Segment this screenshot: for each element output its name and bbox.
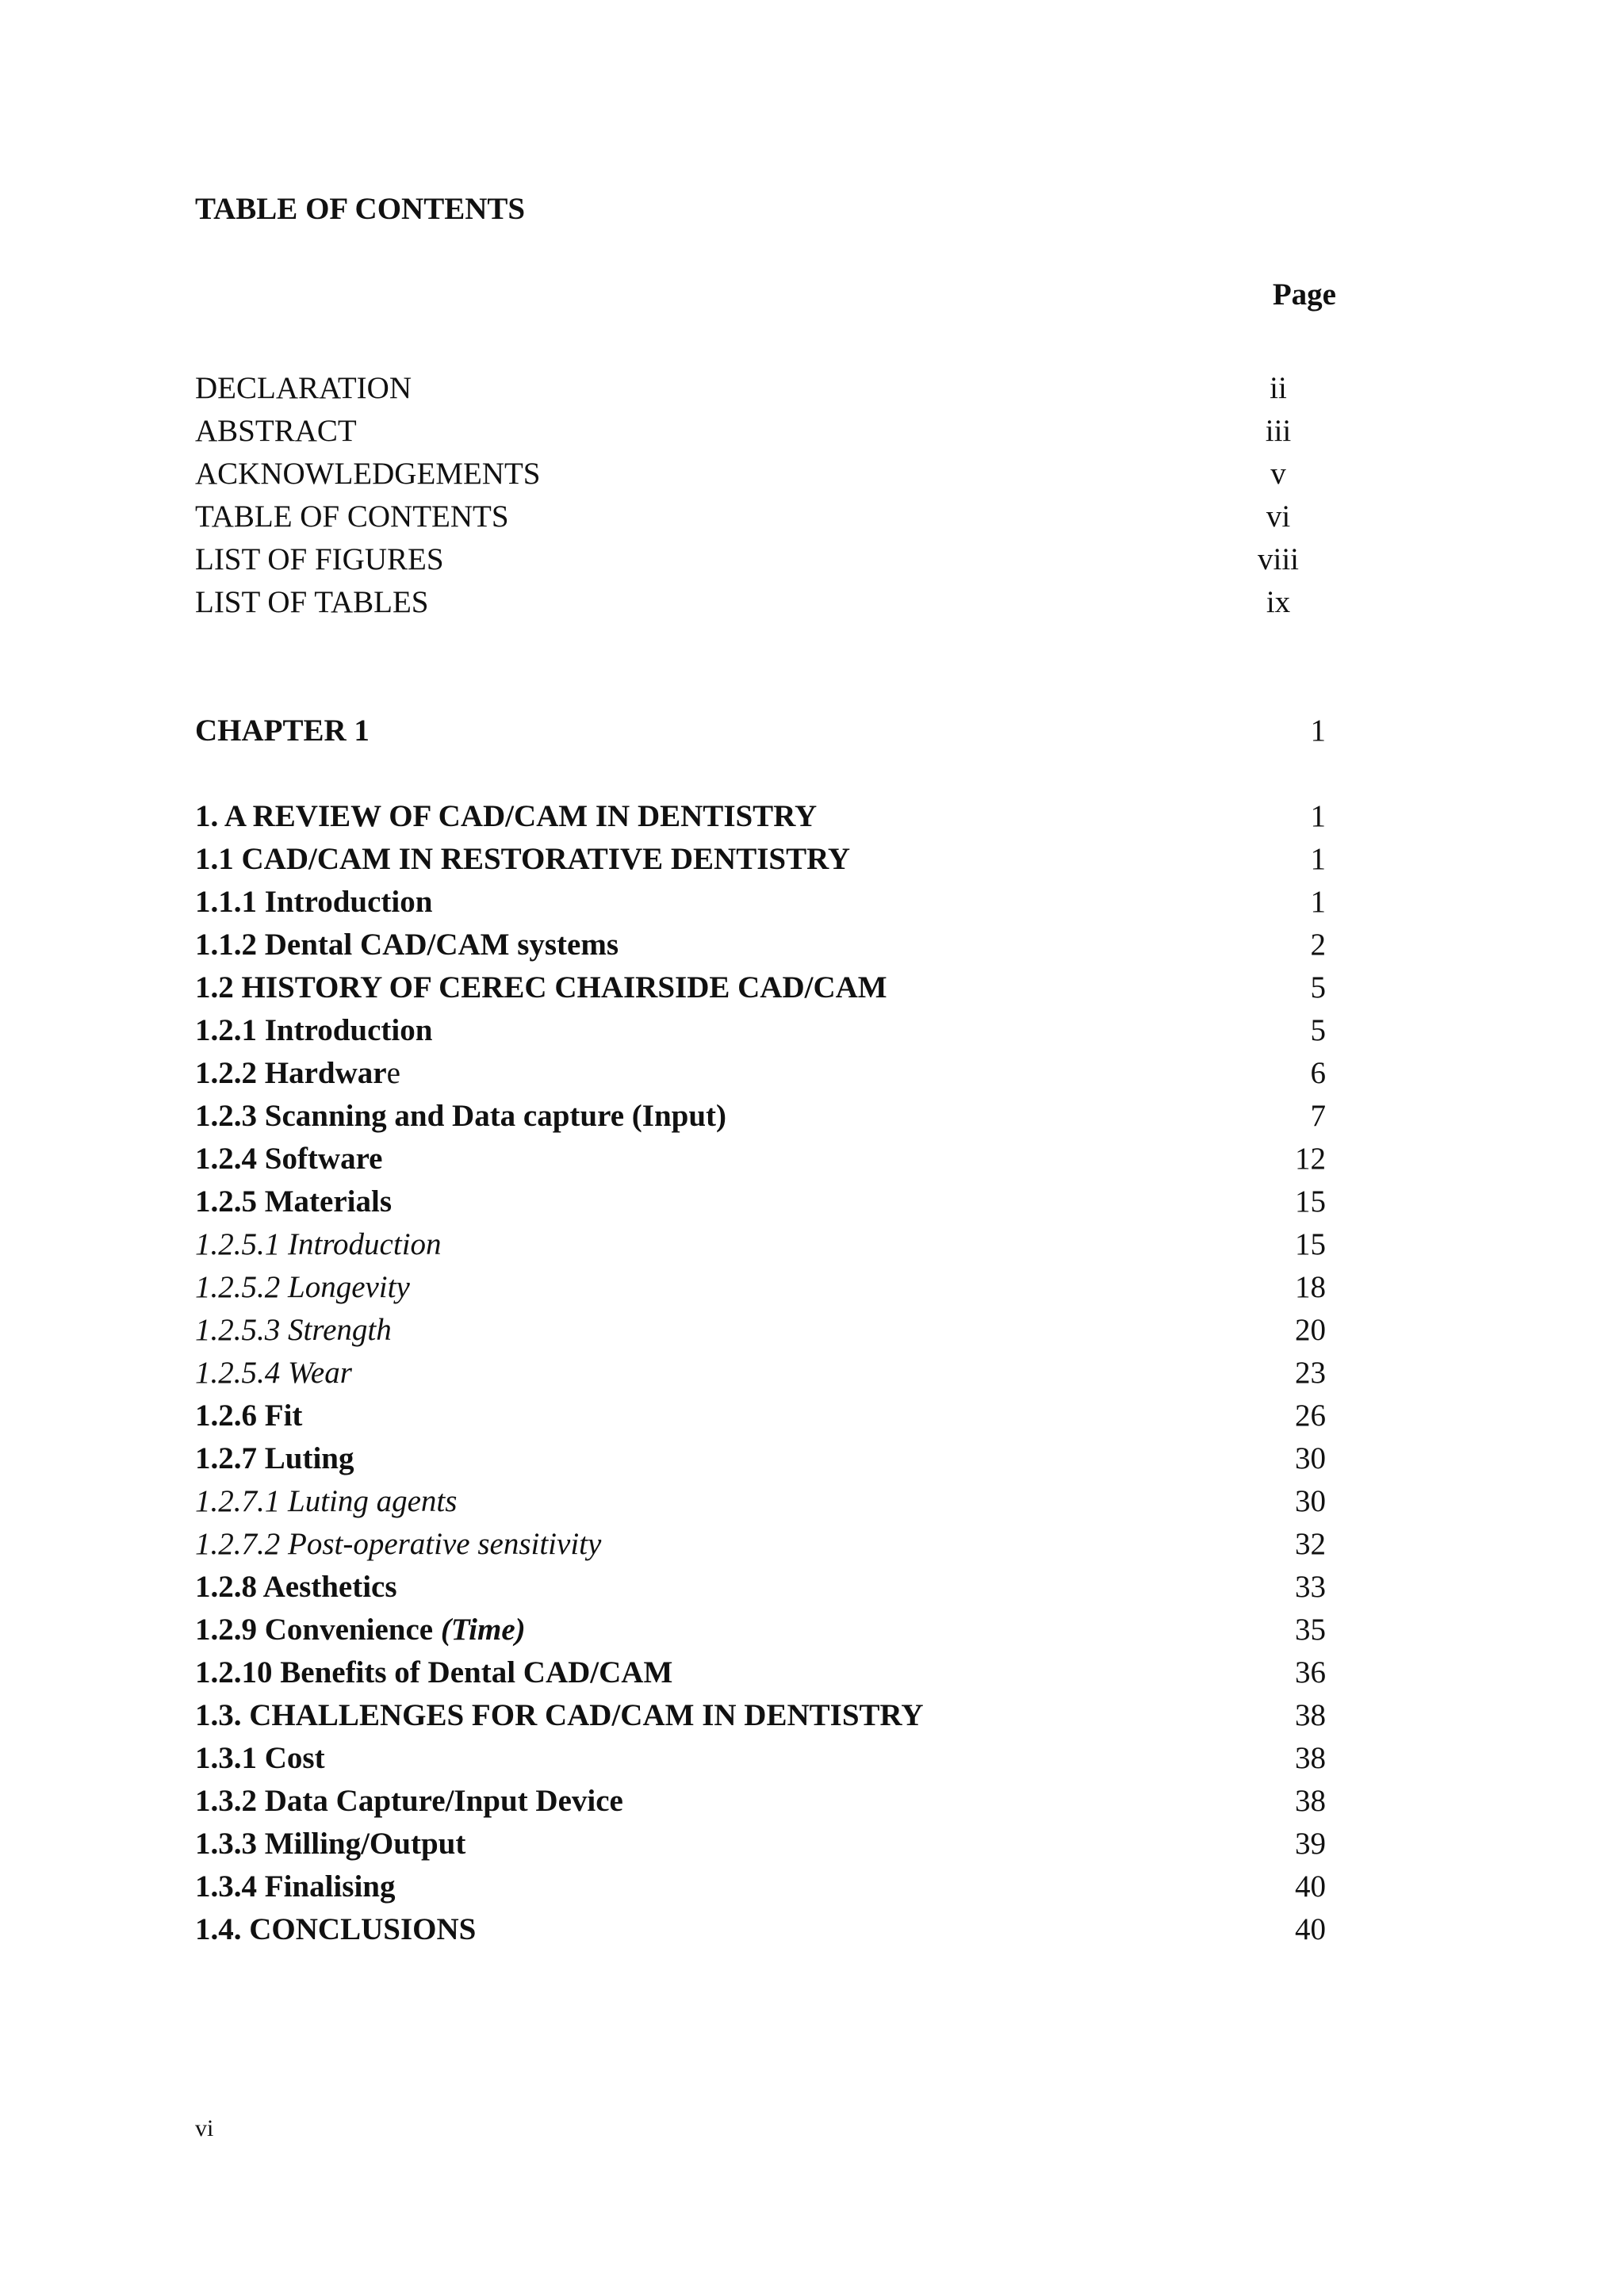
entry-label: 1.1.1 Introduction: [195, 885, 433, 919]
toc-entry: [195, 1138, 1326, 1181]
entry-page-number: iii: [1265, 414, 1292, 448]
entry-label-suffix: e: [386, 1056, 400, 1090]
entry-label: 1.2.5.1 Introduction: [195, 1227, 442, 1261]
entry-label: DECLARATION: [195, 371, 412, 405]
entry-label-suffix: (Time): [440, 1613, 526, 1647]
toc-entry: [195, 1352, 1326, 1395]
entry-label: 1.3.4 Finalising: [195, 1869, 396, 1904]
entry-page-number: 20: [1295, 1313, 1326, 1347]
entry-label: 1.2.2 Hardwar: [195, 1056, 387, 1090]
entry-label: 1.2.5 Materials: [195, 1184, 393, 1219]
entry-page-number: 38: [1295, 1784, 1326, 1818]
entry-page-number: v: [1270, 457, 1286, 491]
toc-entry: [195, 1095, 1326, 1138]
entry-page-number: 1: [1310, 714, 1326, 748]
toc-entry: [195, 1009, 1326, 1052]
entry-page-number: vi: [1266, 499, 1291, 534]
toc-entry: [195, 924, 1326, 966]
entry-page-number: 7: [1310, 1099, 1326, 1133]
entry-page-number: 40: [1295, 1869, 1326, 1904]
entry-page-number: 1: [1310, 885, 1326, 919]
entry-label: 1.2.4 Software: [195, 1142, 383, 1176]
entry-label: ACKNOWLEDGEMENTS: [195, 457, 541, 491]
entry-page-number: 6: [1310, 1056, 1326, 1090]
entry-label: 1.2.8 Aesthetics: [195, 1570, 397, 1604]
toc-entry: [195, 1480, 1326, 1523]
entry-page-number: 1: [1310, 799, 1326, 833]
entry-label: 1.2.5.3 Strength: [195, 1313, 392, 1347]
toc-entry: [195, 1523, 1326, 1566]
entry-label: 1.2.1 Introduction: [195, 1013, 433, 1047]
entry-page-number: 12: [1295, 1142, 1326, 1176]
entry-label: 1.2.5.4 Wear: [195, 1356, 352, 1390]
toc-entry: [195, 1395, 1326, 1437]
toc-entry: [195, 1651, 1326, 1694]
toc-entry: [195, 1266, 1326, 1309]
front-matter-list: [195, 367, 1326, 624]
entry-page-number: ix: [1266, 585, 1291, 619]
entry-label: LIST OF TABLES: [195, 585, 429, 619]
entry-page-number: 40: [1295, 1912, 1326, 1946]
entry-page-number: 15: [1295, 1227, 1326, 1261]
toc-entry-declaration: [195, 367, 1326, 410]
entry-label: 1.2.5.2 Longevity: [195, 1270, 410, 1304]
entry-page-number: 26: [1295, 1399, 1326, 1433]
toc-entry: [195, 1780, 1326, 1823]
toc-entry: [195, 1566, 1326, 1609]
chapter-1-entries: [195, 795, 1326, 1951]
entry-label-group: [195, 1609, 526, 1651]
entry-page-number: 18: [1295, 1270, 1326, 1304]
toc-entry: [195, 1609, 1326, 1651]
entry-page-number: 23: [1295, 1356, 1326, 1390]
toc-entry: [195, 1309, 1326, 1352]
footer-page-number: vi: [195, 2115, 214, 2141]
entry-page-number: 35: [1295, 1613, 1326, 1647]
entry-page-number: 5: [1310, 1013, 1326, 1047]
toc-entry: [195, 838, 1326, 881]
page-column-header: Page: [1272, 277, 1336, 312]
entry-label: 1. A REVIEW OF CAD/CAM IN DENTISTRY: [195, 799, 818, 833]
entry-label: ABSTRACT: [195, 414, 357, 448]
entry-page-number: 2: [1310, 928, 1326, 962]
toc-entry-chapter-1: [195, 710, 1326, 752]
entry-page-number: 38: [1295, 1698, 1326, 1732]
entry-label: 1.3. CHALLENGES FOR CAD/CAM IN DENTISTRY: [195, 1698, 924, 1732]
entry-label: TABLE OF CONTENTS: [195, 499, 509, 534]
entry-label: 1.2.7.2 Post-operative sensitivity: [195, 1527, 602, 1561]
toc-entry: [195, 966, 1326, 1009]
chapter-label: CHAPTER 1: [195, 714, 370, 748]
toc-entry: [195, 1823, 1326, 1866]
entry-page-number: 39: [1295, 1827, 1326, 1861]
entry-label: 1.1 CAD/CAM IN RESTORATIVE DENTISTRY: [195, 842, 851, 876]
entry-page-number: 30: [1295, 1441, 1326, 1475]
entry-label: 1.3.3 Milling/Output: [195, 1827, 466, 1861]
entry-label: 1.2.9 Convenience: [195, 1613, 441, 1647]
page-title: TABLE OF CONTENTS: [195, 192, 526, 226]
entry-label-group: [195, 1052, 400, 1095]
entry-label: 1.2.6 Fit: [195, 1399, 303, 1433]
toc-entry: [195, 1908, 1326, 1951]
entry-page-number: viii: [1257, 542, 1299, 576]
entry-page-number: 38: [1295, 1741, 1326, 1775]
toc-entry: [195, 1052, 1326, 1095]
entry-page-number: 1: [1310, 842, 1326, 876]
entry-label: 1.2 HISTORY OF CEREC CHAIRSIDE CAD/CAM: [195, 970, 887, 1004]
entry-label: 1.3.2 Data Capture/Input Device: [195, 1784, 623, 1818]
chapter-heading-list: [195, 710, 1326, 752]
entry-label: 1.2.10 Benefits of Dental CAD/CAM: [195, 1655, 673, 1689]
entry-page-number: 30: [1295, 1484, 1326, 1518]
toc-entry: [195, 1437, 1326, 1480]
toc-entry: [195, 881, 1326, 924]
toc-entry: [195, 1866, 1326, 1908]
toc-entry: [195, 1737, 1326, 1780]
entry-page-number: 36: [1295, 1655, 1326, 1689]
toc-entry-list-of-tables: [195, 581, 1326, 624]
entry-page-number: 33: [1295, 1570, 1326, 1604]
toc-entry: [195, 1181, 1326, 1223]
entry-label: 1.4. CONCLUSIONS: [195, 1912, 477, 1946]
toc-entry-table-of-contents: [195, 496, 1326, 538]
entry-label: LIST OF FIGURES: [195, 542, 444, 576]
entry-page-number: 15: [1295, 1184, 1326, 1219]
toc-entry-list-of-figures: [195, 538, 1326, 581]
entry-label: 1.3.1 Cost: [195, 1741, 325, 1775]
toc-entry: [195, 1223, 1326, 1266]
entry-label: 1.2.3 Scanning and Data capture (Input): [195, 1099, 726, 1133]
toc-entry-abstract: [195, 410, 1326, 453]
entry-page-number: 32: [1295, 1527, 1326, 1561]
entry-label: 1.1.2 Dental CAD/CAM systems: [195, 928, 619, 962]
entry-page-number: 5: [1310, 970, 1326, 1004]
entry-label: 1.2.7 Luting: [195, 1441, 354, 1475]
toc-entry: [195, 795, 1326, 838]
entry-label: 1.2.7.1 Luting agents: [195, 1484, 458, 1518]
toc-entry: [195, 1694, 1326, 1737]
entry-page-number: ii: [1270, 371, 1287, 405]
toc-entry-acknowledgements: [195, 453, 1326, 496]
